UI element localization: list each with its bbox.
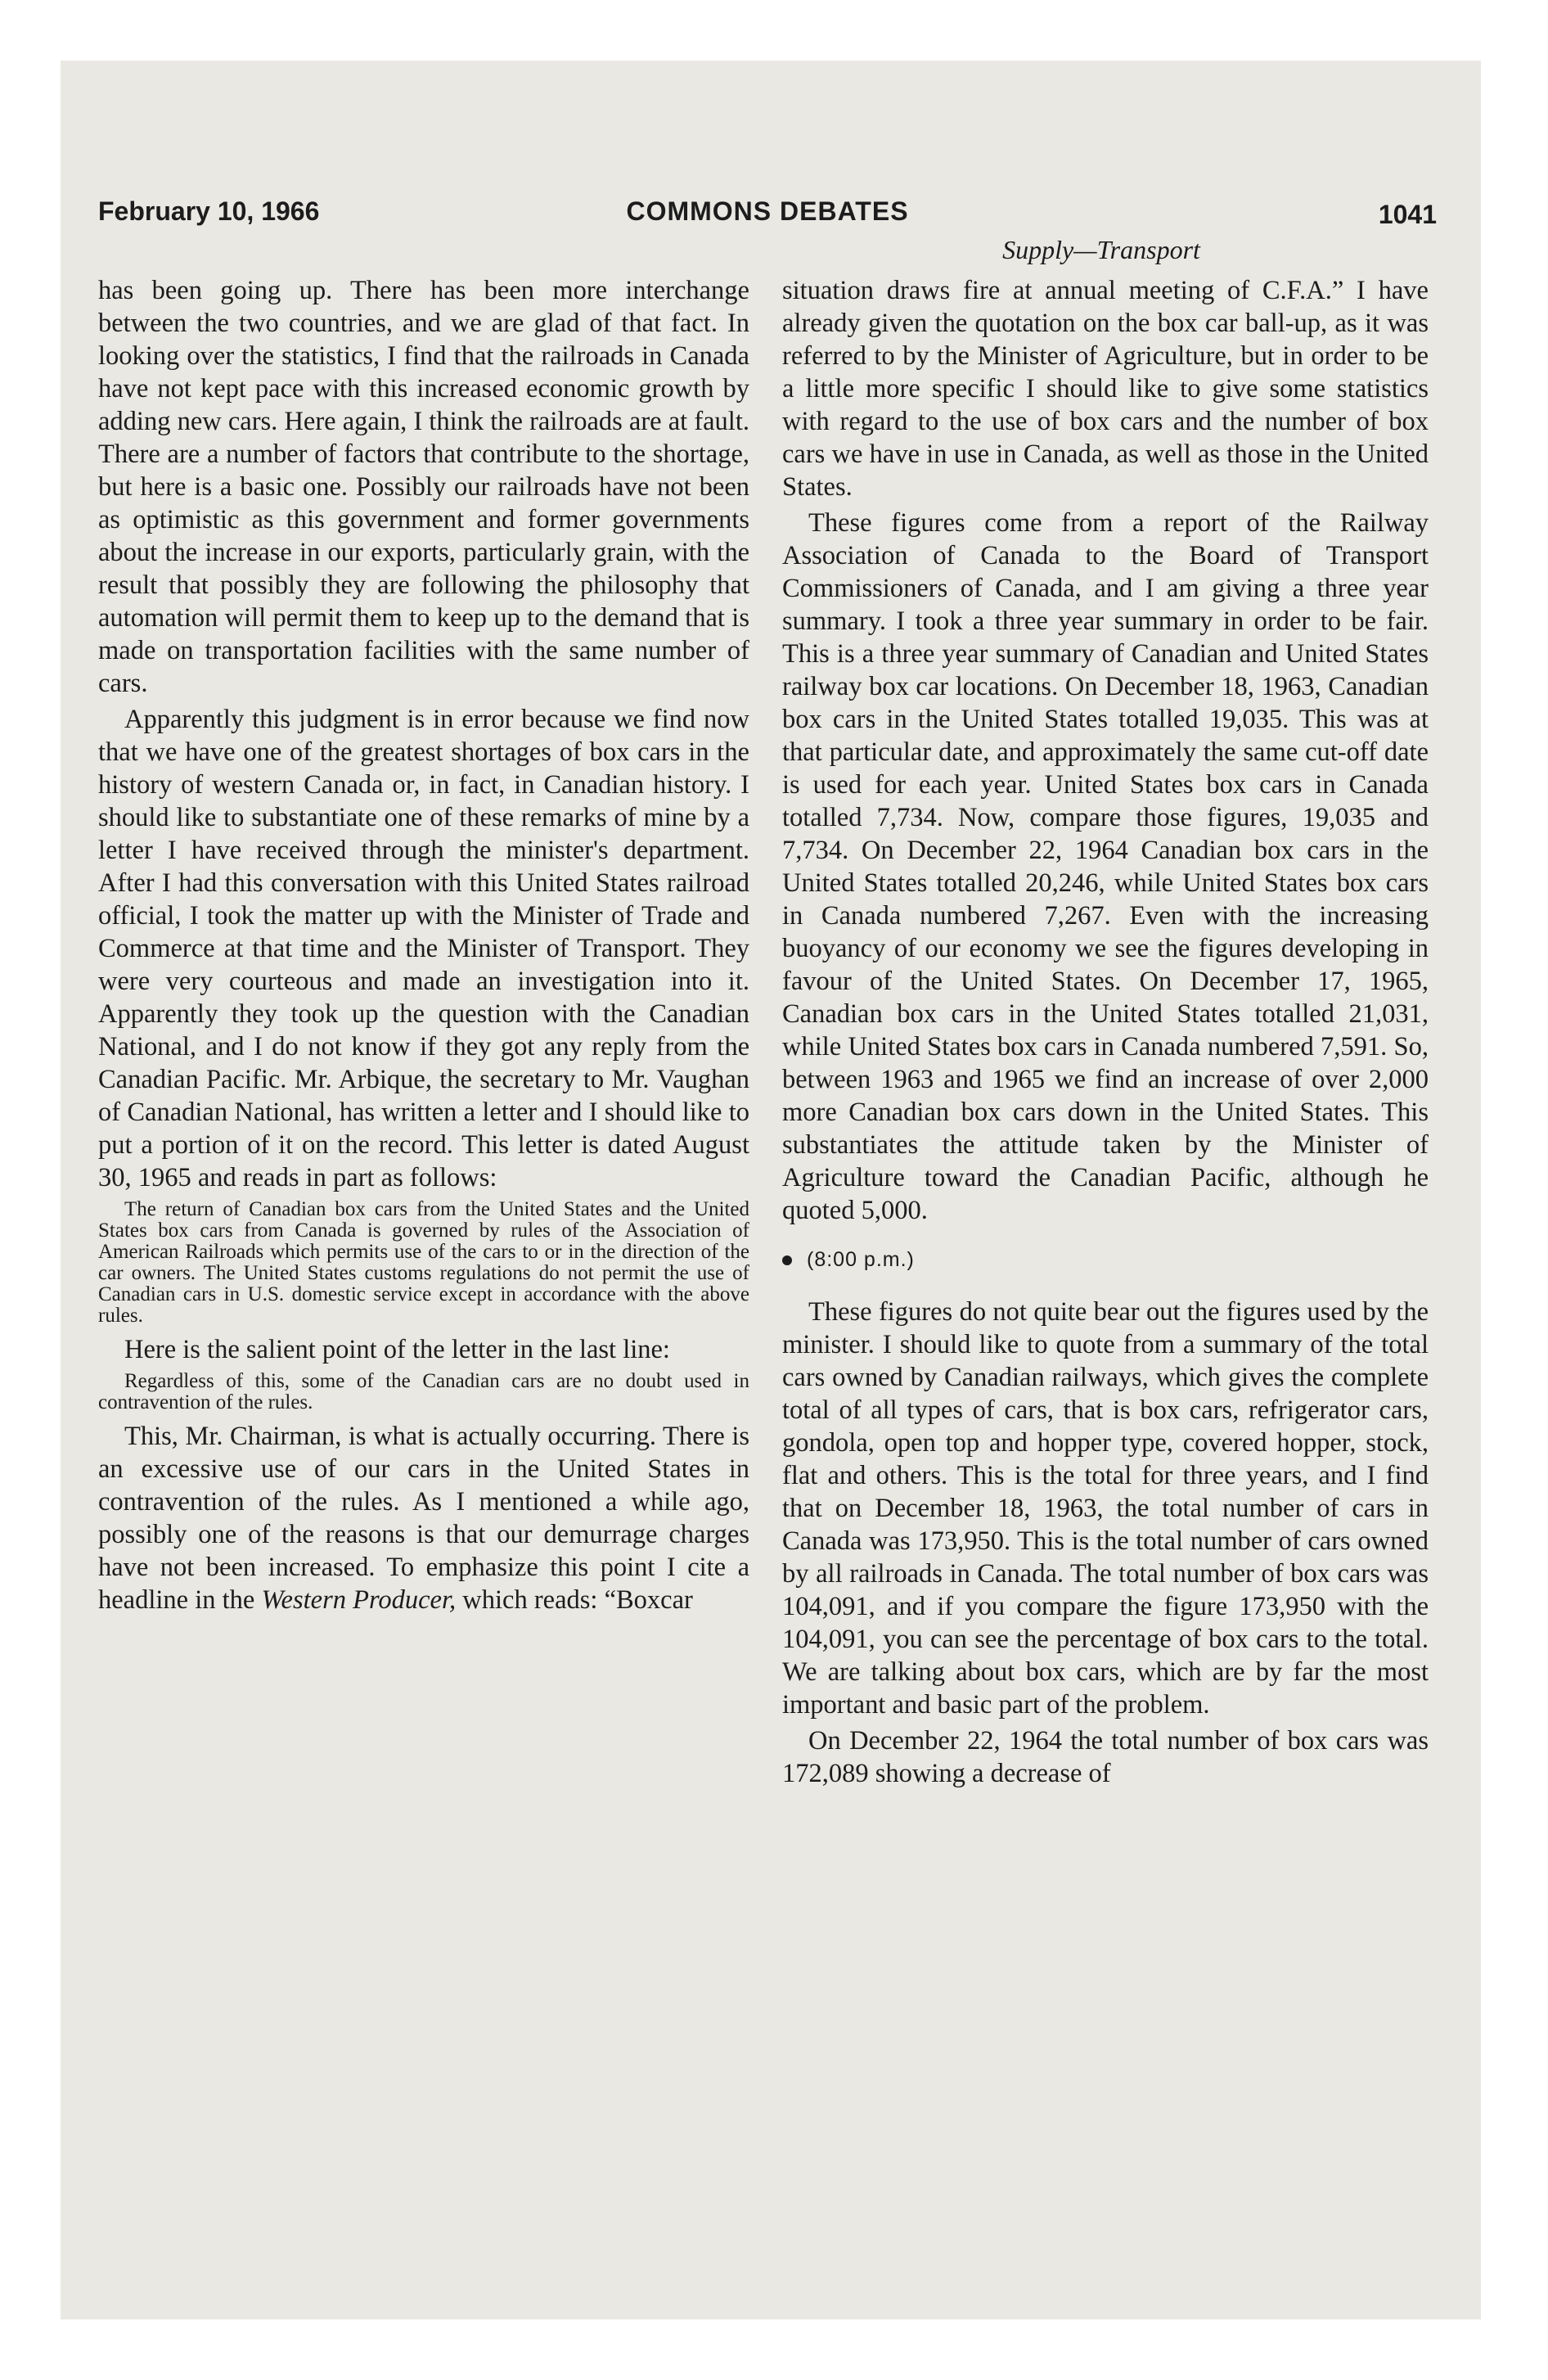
left-paragraph-3: Here is the salient point of the letter in the last line:	[124, 1335, 670, 1364]
left-paragraph-4	[98, 1420, 749, 1616]
page-number: 1041	[1378, 200, 1437, 229]
left-paragraph-4-start: This, Mr. Chairman, is what is actually occurring. There is an excessive use of our cars in the United States in contravention of the rules. As I mentioned a while ago, possibly one of the reasons is that our demurrage charges have not been increased. To emphasize this point I cite a headline in the	[98, 1422, 749, 1615]
right-column	[782, 274, 1429, 1790]
right-paragraph-2: These figures come from a report of the Railway Association of Canada to the Board of Transport Commissioners of Canada, and I am giving a three year summary. I took a three year summary in order to be fair. This is a three year summary of Canadian and United States railway box car locations. On December 18, 1963, Canadian box cars in the United States totalled 19,035. This was at that particular date, and approximately the same cut-off date is used for each year. United States box cars in Canada totalled 7,734. Now, compare those figures, 19,035 and 7,734. On December 22, 1964 Canadian box cars in the United States totalled 20,246, while United States box cars in Canada numbered 7,267. Even with the increasing buoyancy of our economy we see the figures developing in favour of the United States. On December 17, 1965, Canadian box cars in the United States totalled 21,031, while United States box cars in Canada numbered 7,591. So, between 1963 and 1965 we find an increase of over 2,000 more Canadian box cars down in the United States. This substantiates the attitude taken by the Minister of Agriculture toward the Canadian Pacific, although he quoted 5,000.	[782, 508, 1429, 1225]
timestamp-text: (8:00 p.m.)	[807, 1248, 915, 1271]
right-paragraph-4: On December 22, 1964 the total number of box cars was 172,089 showing a decrease of	[782, 1726, 1429, 1788]
letter-quote-2: Regardless of this, some of the Canadian cars are no doubt used in contravention of the rules.	[98, 1370, 749, 1413]
left-paragraph-1: has been going up. There has been more interchange between the two countries, and we are glad of that fact. In looking over the statistics, I find that the railroads in Canada have not kept pace with this increased economic growth by adding new cars. Here again, I think the railroads are at fault. There are a number of factors that contribute to the shortage, but here is a basic one. Possibly our railroads have not been as optimistic as this government and former governments about the increase in our exports, particularly grain, with the result that possibly they are following the philosophy that automation will permit them to keep up to the demand that is made on transportation facilities with the same number of cars.	[98, 276, 749, 698]
section-subheading: Supply—Transport	[1002, 235, 1200, 264]
right-paragraph-1: situation draws fire at annual meeting of C.F.A.” I have already given the quotation on the box car ball-up, as it was referred to by the Minister of Agriculture, but in order to be a little more specific I should like to give some statistics with regard to the use of box cars and the number of box cars we have in use in Canada, as well as those in the United States.	[782, 276, 1429, 502]
header-date: February 10, 1966	[98, 196, 320, 226]
timestamp	[782, 1243, 1429, 1276]
header-title: COMMONS DEBATES	[626, 196, 909, 226]
publication-title: Western Producer,	[261, 1585, 457, 1615]
left-column	[98, 274, 749, 1616]
left-paragraph-2: Apparently this judgment is in error because we find now that we have one of the greatest shortages of box cars in the history of western Canada or, in fact, in Canadian history. I should like to substantiate one of these remarks of mine by a letter I have received through the minister's department. After I had this conversation with this United States railroad official, I took the matter up with the Minister of Trade and Commerce at that time and the Minister of Transport. They were very courteous and made an investigation into it. Apparently they took up the question with the Canadian National, and I do not know if they got any reply from the Canadian Pacific. Mr. Arbique, the secretary to Mr. Vaughan of Canadian National, has written a letter and I should like to put a portion of it on the record. This letter is dated August 30, 1965 and reads in part as follows:	[98, 705, 749, 1192]
left-paragraph-4-end: which reads: “Boxcar	[456, 1585, 693, 1615]
bullet-icon	[782, 1255, 792, 1265]
right-paragraph-3: These figures do not quite bear out the figures used by the minister. I should like to quote from a summary of the total cars owned by Canadian railways, which gives the complete total of all types of cars, that is box cars, refrigerator cars, gondola, open top and hopper type, covered hopper, stock, flat and others. This is the total for three years, and I find that on December 18, 1963, the total number of cars in Canada was 173,950. This is the total number of cars owned by all railroads in Canada. The total number of box cars was 104,091, and if you compare the figure 173,950 with the 104,091, you can see the percentage of box cars to the total. We are talking about box cars, which are by far the most important and basic part of the problem.	[782, 1297, 1429, 1720]
letter-quote-1: The return of Canadian box cars from the United States and the United States box cars from Canada is governed by rules of the Association of American Railroads which permits use of the cars to or in the direction of the car owners. The United States customs regulations do not permit the use of Canadian cars in U.S. domestic service except in accordance with the above rules.	[98, 1198, 749, 1327]
